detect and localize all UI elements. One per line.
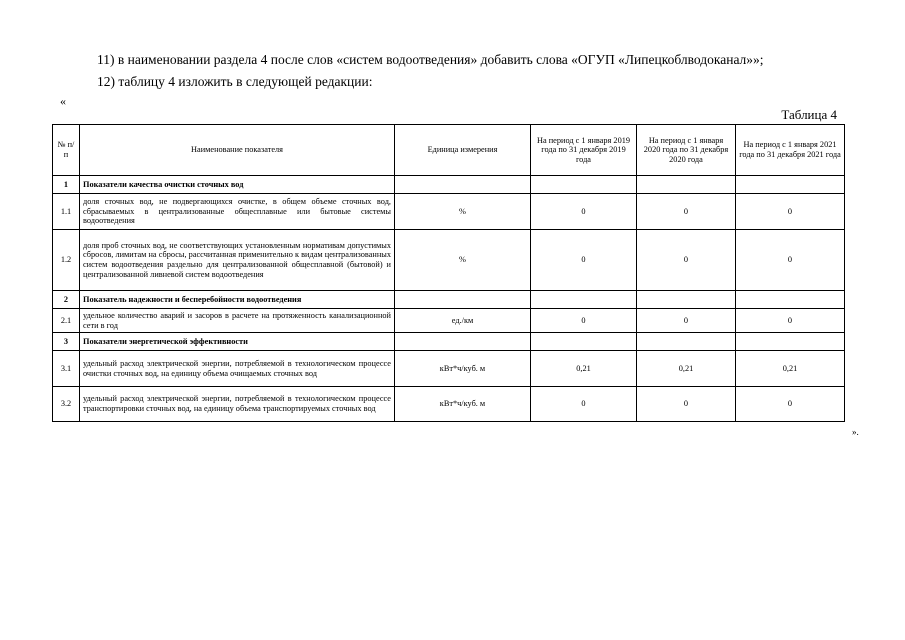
row-value-2020: 0 — [637, 194, 736, 230]
header-name: Наименование показателя — [80, 125, 395, 176]
row-num: 3.1 — [53, 351, 80, 387]
section-row — [53, 176, 845, 194]
row-name: удельное количество аварий и засоров в расчете на протяженность канализационной сети в год — [80, 309, 395, 333]
header-period-2021: На период с 1 января 2021 года по 31 декабря 2021 года — [736, 125, 845, 176]
section-row — [53, 291, 845, 309]
row-unit: кВт*ч/куб. м — [395, 351, 531, 387]
row-name: доля проб сточных вод, не соответствующих установленным нормативам допустимых сбросов, лимитам на сбросы, рассчитанная применительно к видам централизованных систем водоотведения раздельно для централизованной общесплавной (бытовой) и централизованной ливневой систем водоотведения — [80, 230, 395, 291]
row-value-2019: 0 — [531, 309, 637, 333]
section-num: 3 — [53, 333, 80, 351]
row-value-2019: 0 — [531, 194, 637, 230]
section-row — [53, 333, 845, 351]
row-value-2021: 0 — [736, 387, 845, 422]
indicators-table — [52, 124, 845, 422]
section-title: Показатель надежности и бесперебойности водоотведения — [80, 291, 395, 309]
header-period-2020: На период с 1 января 2020 года по 31 декабря 2020 года — [637, 125, 736, 176]
row-unit: ед./км — [395, 309, 531, 333]
header-num: № п/п — [53, 125, 80, 176]
table-row — [53, 309, 845, 333]
row-name: доля сточных вод, не подвергающихся очистке, в общем объеме сточных вод, сбрасываемых в централизованные общесплавные или бытовые системы водоотведения — [80, 194, 395, 230]
row-value-2020: 0,21 — [637, 351, 736, 387]
row-value-2021: 0,21 — [736, 351, 845, 387]
opening-quote: « — [60, 94, 66, 108]
table-row — [53, 351, 845, 387]
row-value-2021: 0 — [736, 309, 845, 333]
table-row — [53, 230, 845, 291]
row-unit: % — [395, 230, 531, 291]
row-num: 2.1 — [53, 309, 80, 333]
paragraph-item-11: 11) в наименовании раздела 4 после слов «систем водоотведения» добавить слова «ОГУП «Липецкоблводоканал»»; — [97, 52, 764, 67]
row-value-2020: 0 — [637, 230, 736, 291]
row-unit: % — [395, 194, 531, 230]
table-row — [53, 387, 845, 422]
row-value-2021: 0 — [736, 194, 845, 230]
table-caption: Таблица 4 — [781, 107, 837, 122]
section-title: Показатели качества очистки сточных вод — [80, 176, 395, 194]
section-title: Показатели энергетической эффективности — [80, 333, 395, 351]
row-value-2020: 0 — [637, 387, 736, 422]
row-name: удельный расход электрической энергии, потребляемой в технологическом процессе транспортировки сточных вод, на единицу объема транспортируемых сточных вод — [80, 387, 395, 422]
header-unit: Единица измерения — [395, 125, 531, 176]
row-num: 3.2 — [53, 387, 80, 422]
table-row — [53, 194, 845, 230]
row-name: удельный расход электрической энергии, потребляемой в технологическом процессе очистки сточных вод, на единицу объема очищаемых сточных вод — [80, 351, 395, 387]
header-period-2019: На период с 1 января 2019 года по 31 декабря 2019 года — [531, 125, 637, 176]
row-num: 1.2 — [53, 230, 80, 291]
row-value-2019: 0,21 — [531, 351, 637, 387]
row-value-2019: 0 — [531, 230, 637, 291]
row-value-2019: 0 — [531, 387, 637, 422]
row-unit: кВт*ч/куб. м — [395, 387, 531, 422]
row-value-2021: 0 — [736, 230, 845, 291]
section-num: 2 — [53, 291, 80, 309]
row-num: 1.1 — [53, 194, 80, 230]
section-num: 1 — [53, 176, 80, 194]
paragraph-item-12: 12) таблицу 4 изложить в следующей редакции: — [97, 74, 373, 89]
row-value-2020: 0 — [637, 309, 736, 333]
closing-quote: ». — [852, 427, 859, 437]
table-header-row — [53, 125, 845, 176]
